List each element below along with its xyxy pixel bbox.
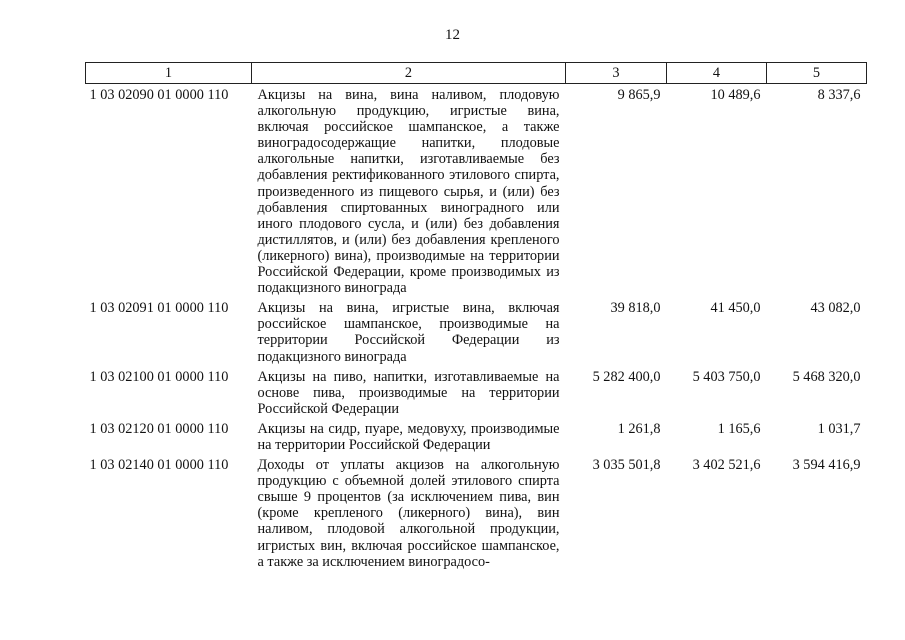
revenue-description: Акцизы на вина, игристые вина, включая российское шампанское, производимые на территории Российской Федерации из подакцизного винограда [257, 300, 560, 365]
amount-col3: 39 818,0 [610, 300, 661, 317]
amount-col3: 1 261,8 [617, 420, 661, 437]
table-row [86, 418, 867, 454]
column-header-4: 4 [667, 63, 767, 84]
amount-col3: 9 865,9 [617, 87, 661, 103]
amount-col5: 1 031,7 [817, 420, 861, 437]
budget-code: 1 03 02100 01 0000 110 [89, 368, 229, 385]
budget-code: 1 03 02091 01 0000 110 [89, 300, 229, 317]
amount-col4: 1 165,6 [717, 420, 761, 437]
budget-code: 1 03 02120 01 0000 110 [89, 420, 229, 437]
column-header-5: 5 [767, 63, 867, 84]
revenue-description: Акцизы на пиво, напитки, изготавливаемые на основе пива, производимые на территории Российской Федерации [257, 368, 560, 417]
revenue-description: Акцизы на вина, вина наливом, плодовую алкогольную продукцию, игристые вина, включая российское шампанское, а также виноградосодержащие напитки, плодовые алкогольные напитки, изготавливаемые без добавления ректификованного этилового спирта, произведенного из пищевого сырья, и (или) без добавления спиртованных виноградного или иного плодового сусла, и (или) без добавления дистиллятов, и (или) без добавления крепленого (ликерного) вина), производимые на территории Российской Федерации, кроме производимых из подакцизного винограда [257, 87, 560, 297]
table-body [86, 84, 867, 571]
header-row [86, 63, 867, 84]
column-header-2: 2 [252, 63, 566, 84]
amount-col4: 10 489,6 [710, 87, 761, 103]
column-header-1: 1 [86, 63, 252, 84]
table-row [86, 297, 867, 365]
amount-col5: 8 337,6 [817, 87, 861, 103]
amount-col3: 5 282 400,0 [592, 368, 661, 385]
amount-col4: 41 450,0 [710, 300, 761, 317]
revenue-description: Доходы от уплаты акцизов на алкогольную продукцию с объемной долей этилового спирта свыше 9 процентов (за исключением пива, вин (кроме крепленого (ликерного) вина), вин наливом, плодовой алкогольной продукции, игристых вин, включая российское шампанское, а также за исключением виноградосо- [257, 457, 560, 570]
amount-col5: 43 082,0 [810, 300, 861, 317]
column-header-3: 3 [566, 63, 667, 84]
budget-code: 1 03 02140 01 0000 110 [89, 457, 229, 474]
amount-col4: 5 403 750,0 [692, 368, 761, 385]
revenue-description: Акцизы на сидр, пуаре, медовуху, производимые на территории Российской Федерации [257, 420, 560, 453]
page-number: 12 [445, 27, 460, 43]
amount-col5: 5 468 320,0 [792, 368, 861, 385]
amount-col4: 3 402 521,6 [692, 457, 761, 474]
table-row [86, 84, 867, 298]
amount-col5: 3 594 416,9 [792, 457, 861, 474]
budget-code: 1 03 02090 01 0000 110 [89, 87, 229, 103]
revenue-table [85, 62, 867, 571]
table-header [86, 63, 867, 84]
amount-col3: 3 035 501,8 [592, 457, 661, 474]
table-row [86, 366, 867, 418]
table-row [86, 454, 867, 571]
